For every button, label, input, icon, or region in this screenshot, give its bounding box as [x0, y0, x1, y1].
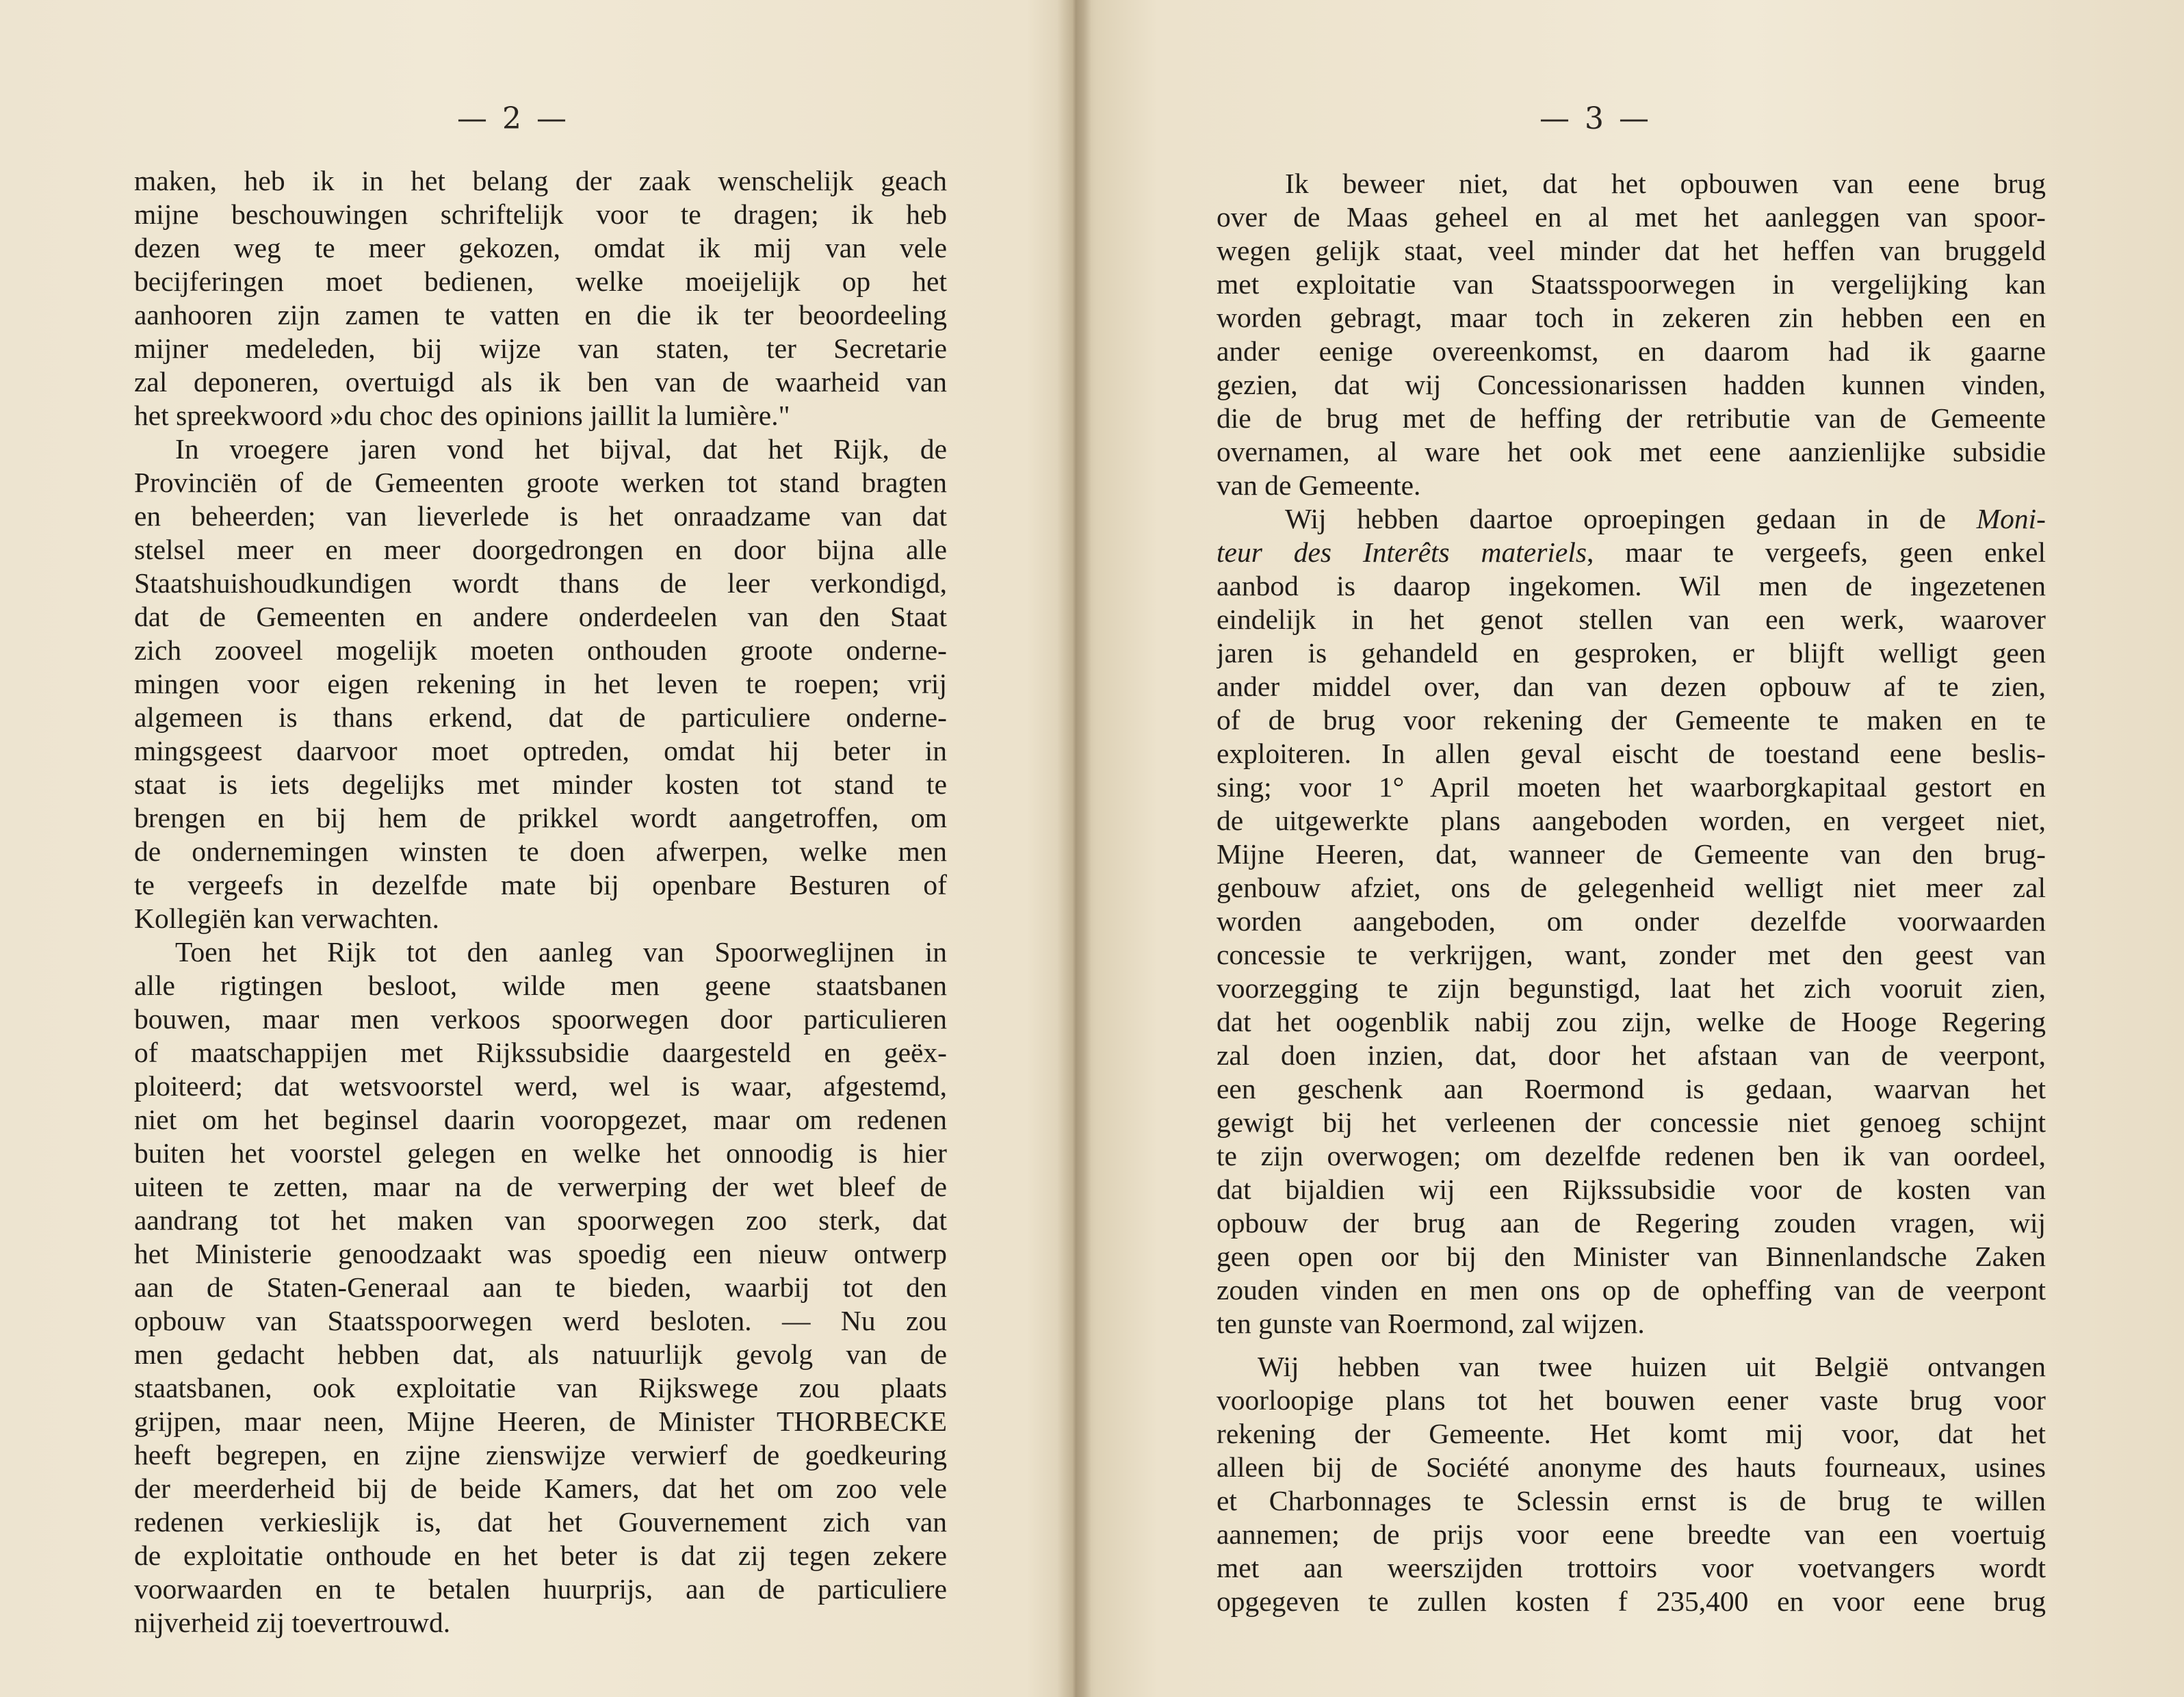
text-line: teur des Interêts materiels, maar te vergeefs, geen enkel	[1217, 536, 2046, 568]
text-line: ploiteerd; dat wetsvoorstel werd, wel is waar, afgestemd,	[134, 1070, 947, 1102]
text-line: dat de Gemeenten en andere onderdeelen van den Staat	[134, 601, 947, 632]
text-line: en beheerden; van lieverlede is het onraadzame van dat	[134, 500, 947, 532]
text-line: bouwen, maar men verkoos spoorwegen door particulieren	[134, 1003, 947, 1035]
text-line: niet om het beginsel daarin vooropgezet, maar om redenen	[134, 1104, 947, 1135]
text-line: eindelijk in het genot stellen van een werk, waarover	[1217, 604, 2046, 635]
text-line: der meerderheid bij de beide Kamers, dat het om zoo vele	[134, 1473, 947, 1504]
text-line: Wij hebben daartoe oproepingen gedaan in de Moni-	[1285, 503, 2046, 534]
text-line: of de brug voor rekening der Gemeente te maken en te	[1217, 704, 2046, 736]
text-line: et Charbonnages te Sclessin ernst is de brug te willen	[1217, 1485, 2046, 1516]
text-line: staatsbanen, ook exploitatie van Rijkswege zou plaats	[134, 1372, 947, 1403]
text-line: gewigt bij het verleenen der concessie niet genoeg schijnt	[1217, 1106, 2046, 1138]
text-line: redenen verkieslijk is, dat het Gouvernement zich van	[134, 1506, 947, 1538]
text-line: buiten het voorstel gelegen en welke het onnoodig is hier	[134, 1137, 947, 1169]
text-line: voorwaarden en te betalen huurprijs, aan de particuliere	[134, 1573, 947, 1605]
text-line: nijverheid zij toevertrouwd.	[134, 1607, 451, 1638]
text-line: Kollegiën kan verwachten.	[134, 903, 439, 934]
text-line: mijne beschouwingen schriftelijk voor te dragen; ik heb	[134, 198, 947, 230]
text-line: dat bijaldien wij een Rijkssubsidie voor de kosten van	[1217, 1174, 2046, 1205]
left-page	[0, 0, 1074, 1697]
text-line: opbouw der brug aan de Regering zouden vragen, wij	[1217, 1207, 2046, 1239]
text-line: te zijn overwogen; om dezelfde redenen ben ik van oordeel,	[1217, 1140, 2046, 1171]
text-line: van de Gemeente.	[1217, 469, 1421, 501]
page-number-right: — 3 —	[1539, 101, 1652, 136]
text-line: aannemen; de prijs voor eene breedte van een voertuig	[1217, 1518, 2046, 1550]
text-line: worden gebragt, maar toch in zekeren zin hebben een en	[1217, 302, 2046, 333]
text-line: zich zooveel mogelijk moeten onthouden groote onderne-	[134, 634, 947, 666]
text-line: over de Maas geheel en al met het aanleggen van spoor-	[1217, 201, 2046, 233]
text-line: becijferingen moet bedienen, welke moeijelijk op het	[134, 265, 947, 297]
text-line: te vergeefs in dezelfde mate bij openbare Besturen of	[134, 869, 947, 901]
text-line: genbouw afziet, ons de gelegenheid welligt niet meer zal	[1217, 872, 2046, 903]
text-line: algemeen is thans erkend, dat de particuliere onderne-	[134, 701, 947, 733]
text-line: heeft begrepen, en zijne zienswijze verwierf de goedkeuring	[134, 1439, 947, 1471]
text-line: aanbod is daarop ingekomen. Wil men de ingezetenen	[1217, 570, 2046, 601]
text-line: met exploitatie van Staatsspoorwegen in vergelijking kan	[1217, 268, 2046, 300]
right-page	[1088, 0, 2184, 1697]
text-line: mingsgeest daarvoor moet optreden, omdat hij beter in	[134, 735, 947, 766]
text-line: ten gunste van Roermond, zal wijzen.	[1217, 1308, 1645, 1339]
text-line: aandrang tot het maken van spoorwegen zoo sterk, dat	[134, 1204, 947, 1236]
right-page-text	[1217, 167, 2046, 1618]
text-line: of maatschappijen met Rijkssubsidie daargesteld en geëx-	[134, 1037, 947, 1068]
text-line: aanhooren zijn zamen te vatten en die ik ter beoordeeling	[134, 299, 947, 331]
text-line: de ondernemingen winsten te doen afwerpen, welke men	[134, 835, 947, 867]
text-line: dezen weg te meer gekozen, omdat ik mij van vele	[134, 232, 947, 263]
text-line: een geschenk aan Roermond is gedaan, waarvan het	[1217, 1073, 2046, 1104]
text-line: men gedacht hebben dat, als natuurlijk gevolg van de	[134, 1338, 947, 1370]
text-line: staat is iets degelijks met minder kosten tot stand te	[134, 768, 947, 800]
text-line: Toen het Rijk tot den aanleg van Spoorweglijnen in	[175, 936, 947, 968]
text-line: voorloopige plans tot het bouwen eener vaste brug voor	[1217, 1384, 2046, 1416]
text-line: mingen voor eigen rekening in het leven te roepen; vrij	[134, 668, 947, 699]
text-line: wegen gelijk staat, veel minder dat het heffen van bruggeld	[1217, 235, 2046, 266]
text-line: voorzegging te zijn begunstigd, laat het zich vooruit zien,	[1217, 972, 2046, 1004]
text-line: uiteen te zetten, maar na de verwerping der wet bleef de	[134, 1171, 947, 1202]
text-line: mijner medeleden, bij wijze van staten, ter Secretarie	[134, 333, 947, 364]
text-line: ander eenige overeenkomst, en daarom had ik gaarne	[1217, 335, 2046, 367]
text-line: Mijne Heeren, dat, wanneer de Gemeente van den brug-	[1217, 838, 2046, 870]
page-number-left: — 2 —	[457, 101, 569, 136]
left-page-text	[134, 164, 947, 1640]
text-line: gezien, dat wij Concessionarissen hadden kunnen vinden,	[1217, 369, 2046, 400]
text-line: geen open oor bij den Minister van Binnenlandsche Zaken	[1217, 1241, 2046, 1272]
text-line: zal deponeren, overtuigd als ik ben van de waarheid van	[134, 366, 947, 398]
text-line: met aan weerszijden trottoirs voor voetvangers wordt	[1217, 1552, 2046, 1583]
text-line: de exploitatie onthoude en het beter is dat zij tegen zekere	[134, 1540, 947, 1571]
text-line: die de brug met de heffing der retributie van de Gemeente	[1217, 402, 2046, 434]
text-line: zouden vinden en men ons op de opheffing van de veerpont	[1217, 1274, 2046, 1306]
text-line: de uitgewerkte plans aangeboden worden, en vergeet niet,	[1217, 805, 2046, 836]
text-line: Wij hebben van twee huizen uit België ontvangen	[1258, 1351, 2046, 1382]
text-line: stelsel meer en meer doorgedrongen en door bijna alle	[134, 534, 947, 565]
text-line: exploiteren. In allen geval eischt de toestand eene beslis-	[1217, 738, 2046, 769]
text-line: Ik beweer niet, dat het opbouwen van eene brug	[1285, 168, 2046, 199]
text-line: opgegeven te zullen kosten f 235,400 en voor eene brug	[1217, 1585, 2046, 1617]
text-line: Staatshuishoudkundigen wordt thans de leer verkondigd,	[134, 567, 947, 599]
text-line: grijpen, maar neen, Mijne Heeren, de Minister THORBECKE	[134, 1405, 947, 1437]
text-line: Provinciën of de Gemeenten groote werken tot stand bragten	[134, 467, 947, 498]
text-line: aan de Staten-Generaal aan te bieden, waarbij tot den	[134, 1271, 947, 1303]
text-line: alle rigtingen besloot, wilde men geene staatsbanen	[134, 970, 947, 1001]
text-line: jaren is gehandeld en gesproken, er blijft welligt geen	[1217, 637, 2046, 669]
text-line: alleen bij de Société anonyme des hauts fourneaux, usines	[1217, 1451, 2046, 1483]
text-line: opbouw van Staatsspoorwegen werd besloten. — Nu zou	[134, 1305, 947, 1336]
text-line: het spreekwoord »du choc des opinions jaillit la lumière."	[134, 400, 790, 431]
text-line: sing; voor 1° April moeten het waarborgkapitaal gestort en	[1217, 771, 2046, 803]
text-line: dat het oogenblik nabij zou zijn, welke de Hooge Regering	[1217, 1006, 2046, 1037]
text-line: brengen en bij hem de prikkel wordt aangetroffen, om	[134, 802, 947, 833]
text-line: rekening der Gemeente. Het komt mij voor, dat het	[1217, 1418, 2046, 1449]
text-line: het Ministerie genoodzaakt was spoedig een nieuw ontwerp	[134, 1238, 947, 1269]
text-line: overnamen, al ware het ook met eene aanzienlijke subsidie	[1217, 436, 2046, 467]
text-line: In vroegere jaren vond het bijval, dat het Rijk, de	[175, 433, 947, 465]
text-line: maken, heb ik in het belang der zaak wenschelijk geach	[134, 165, 947, 196]
text-line: zal doen inzien, dat, door het afstaan van de veerpont,	[1217, 1039, 2046, 1071]
text-line: ander middel over, dan van dezen opbouw af te zien,	[1217, 671, 2046, 702]
text-line: worden aangeboden, om onder dezelfde voorwaarden	[1217, 905, 2046, 937]
text-line: concessie te verkrijgen, want, zonder met den geest van	[1217, 939, 2046, 970]
